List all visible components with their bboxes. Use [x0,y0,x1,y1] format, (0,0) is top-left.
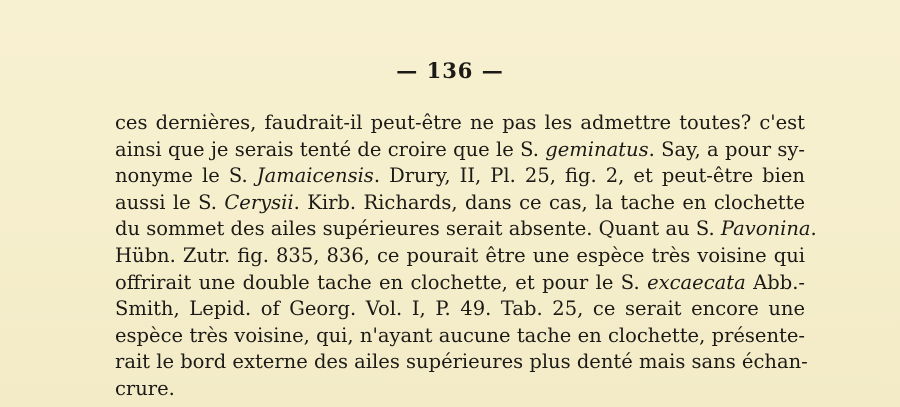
text-line: ces dernières, faudrait-il peut-être ne pas les admettre toutes? c'est [115,111,805,134]
species-name: geminatus [545,137,649,161]
species-name: Pavonina [720,217,811,241]
text-line: du sommet des ailes supérieures serait absente. Quant au S. Pavonina. [115,217,817,241]
text-line: Hübn. Zutr. fig. 835, 836, ce pourait être une espèce très voisine qui [115,243,805,267]
text-line: offrirait une double tache en clochette, et pour le S. excaecata Abb.- [115,270,805,294]
text-line: Smith, Lepid. of Georg. Vol. I, P. 49. Tab. 25, ce serait encore une [115,297,805,321]
body-paragraph [115,110,817,403]
text-line: rait le bord externe des ailes supérieures plus denté mais sans échan- [115,350,808,374]
page-number: — 136 — [396,58,504,83]
species-name: excaecata [647,270,746,294]
text-line: nonyme le S. Jamaicensis. Drury, II, Pl. 25, fig. 2, et peut-être bien [115,164,805,188]
text-line: aussi le S. Cerysii. Kirb. Richards, dans ce cas, la tache en clochette [115,190,805,214]
text-line: ainsi que je serais tenté de croire que le S. geminatus. Say, a pour sy- [115,137,805,161]
species-name: Cerysii [224,190,294,214]
text-line: espèce très voisine, qui, n'ayant aucune tache en clochette, présente- [115,323,805,347]
text-line: crure. [115,376,175,400]
species-name: Jamaicensis [256,164,374,188]
